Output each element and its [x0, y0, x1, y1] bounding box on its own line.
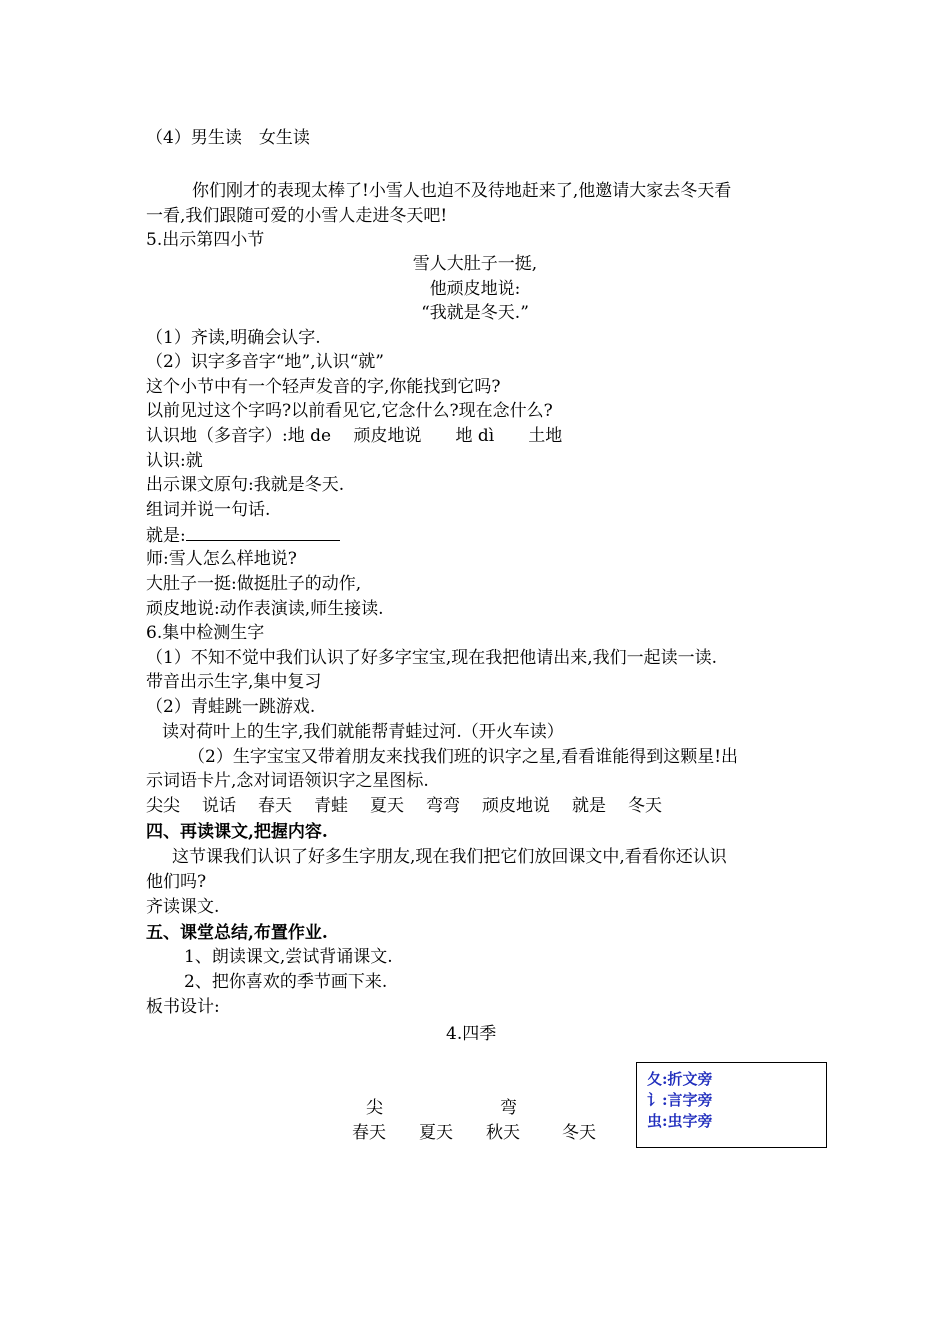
reread-paragraph: 这节课我们认识了好多生字朋友,现在我们把它们放回课文中,看看你还认识 — [172, 847, 727, 867]
board-season-autumn: 秋天 — [486, 1123, 520, 1143]
word-card: 尖尖 — [146, 796, 180, 816]
step-1: （1）齐读,明确会认字. — [146, 328, 321, 348]
paragraph-transition-cont: 一看,我们跟随可爱的小雪人走进冬天吧! — [146, 206, 448, 226]
homework-1: 1、朗读课文,尝试背诵课文. — [184, 947, 393, 967]
homework-2: 2、把你喜欢的季节画下来. — [184, 972, 388, 992]
poem-line-3: “我就是冬天.” — [421, 303, 529, 323]
board-char-jian: 尖 — [366, 1098, 383, 1118]
section-5-heading: 5.出示第四小节 — [146, 230, 265, 250]
step-2: （2）识字多音字“地”,认识“就” — [146, 352, 384, 372]
read-together: 齐读课文. — [146, 897, 220, 917]
radical-item: 讠:言字旁 — [647, 1091, 713, 1109]
action-line-1: 大肚子一挺:做挺肚子的动作, — [146, 574, 362, 594]
recognize-jiu: 认识:就 — [146, 451, 203, 471]
frog-game: （2）青蛙跳一跳游戏. — [146, 697, 316, 717]
frog-game-desc: 读对荷叶上的生字,我们就能帮青蛙过河.（开火车读） — [162, 722, 564, 742]
star-activity: （2）生字宝宝又带着朋友来找我们班的识字之星,看看谁能得到这颗星!出 — [188, 747, 739, 767]
word-card: 弯弯 — [426, 796, 460, 816]
fill-blank-label: 就是: — [146, 526, 186, 546]
reread-paragraph-cont: 他们吗? — [146, 872, 207, 892]
board-design-label: 板书设计: — [146, 997, 220, 1017]
word-card: 就是 — [572, 796, 606, 816]
line-reading-mode: （4）男生读 女生读 — [146, 128, 310, 148]
radical-box — [636, 1062, 827, 1148]
section-four-heading: 四、再读课文,把握内容. — [146, 822, 328, 842]
board-season-spring: 春天 — [352, 1123, 386, 1143]
action-line-2: 顽皮地说:动作表演读,师生接读. — [146, 599, 384, 619]
star-activity-cont: 示词语卡片,念对词语领识字之星图标. — [146, 771, 429, 791]
poem-line-1: 雪人大肚子一挺, — [412, 254, 538, 274]
word-card: 冬天 — [628, 796, 662, 816]
word-card: 顽皮地说 — [482, 796, 550, 816]
board-char-wan: 弯 — [500, 1098, 517, 1118]
paragraph-transition: 你们刚才的表现太棒了!小雪人也迫不及待地赶来了,他邀请大家去冬天看 — [192, 181, 732, 201]
word-card: 春天 — [258, 796, 292, 816]
question-1: 这个小节中有一个轻声发音的字,你能找到它吗? — [146, 377, 501, 397]
fill-blank — [186, 524, 340, 541]
board-season-summer: 夏天 — [419, 1123, 453, 1143]
word-cards — [146, 795, 684, 817]
section-6-heading: 6.集中检测生字 — [146, 623, 265, 643]
poem-line-2: 他顽皮地说: — [429, 279, 521, 299]
make-sentence: 组词并说一句话. — [146, 500, 271, 520]
word-card: 夏天 — [370, 796, 404, 816]
radical-item: 夂:折文旁 — [647, 1070, 713, 1088]
word-card: 说话 — [202, 796, 236, 816]
review-line: 带音出示生字,集中复习 — [146, 672, 322, 692]
board-title: 4.四季 — [446, 1024, 497, 1044]
section-five-heading: 五、课堂总结,布置作业. — [146, 923, 328, 943]
radical-item: 虫:虫字旁 — [647, 1112, 713, 1130]
teacher-question: 师:雪人怎么样地说? — [146, 549, 297, 569]
board-season-winter: 冬天 — [562, 1123, 596, 1143]
polyphone-line: 认识地（多音字）:地 de 顽皮地说 地 dì 土地 — [146, 426, 563, 446]
question-2: 以前见过这个字吗?以前看见它,它念什么?现在念什么? — [146, 401, 553, 421]
fill-blank-line — [146, 524, 340, 547]
check-step-1: （1）不知不觉中我们认识了好多字宝宝,现在我把他请出来,我们一起读一读. — [146, 648, 718, 668]
word-card: 青蛙 — [314, 796, 348, 816]
original-sentence: 出示课文原句:我就是冬天. — [146, 475, 345, 495]
